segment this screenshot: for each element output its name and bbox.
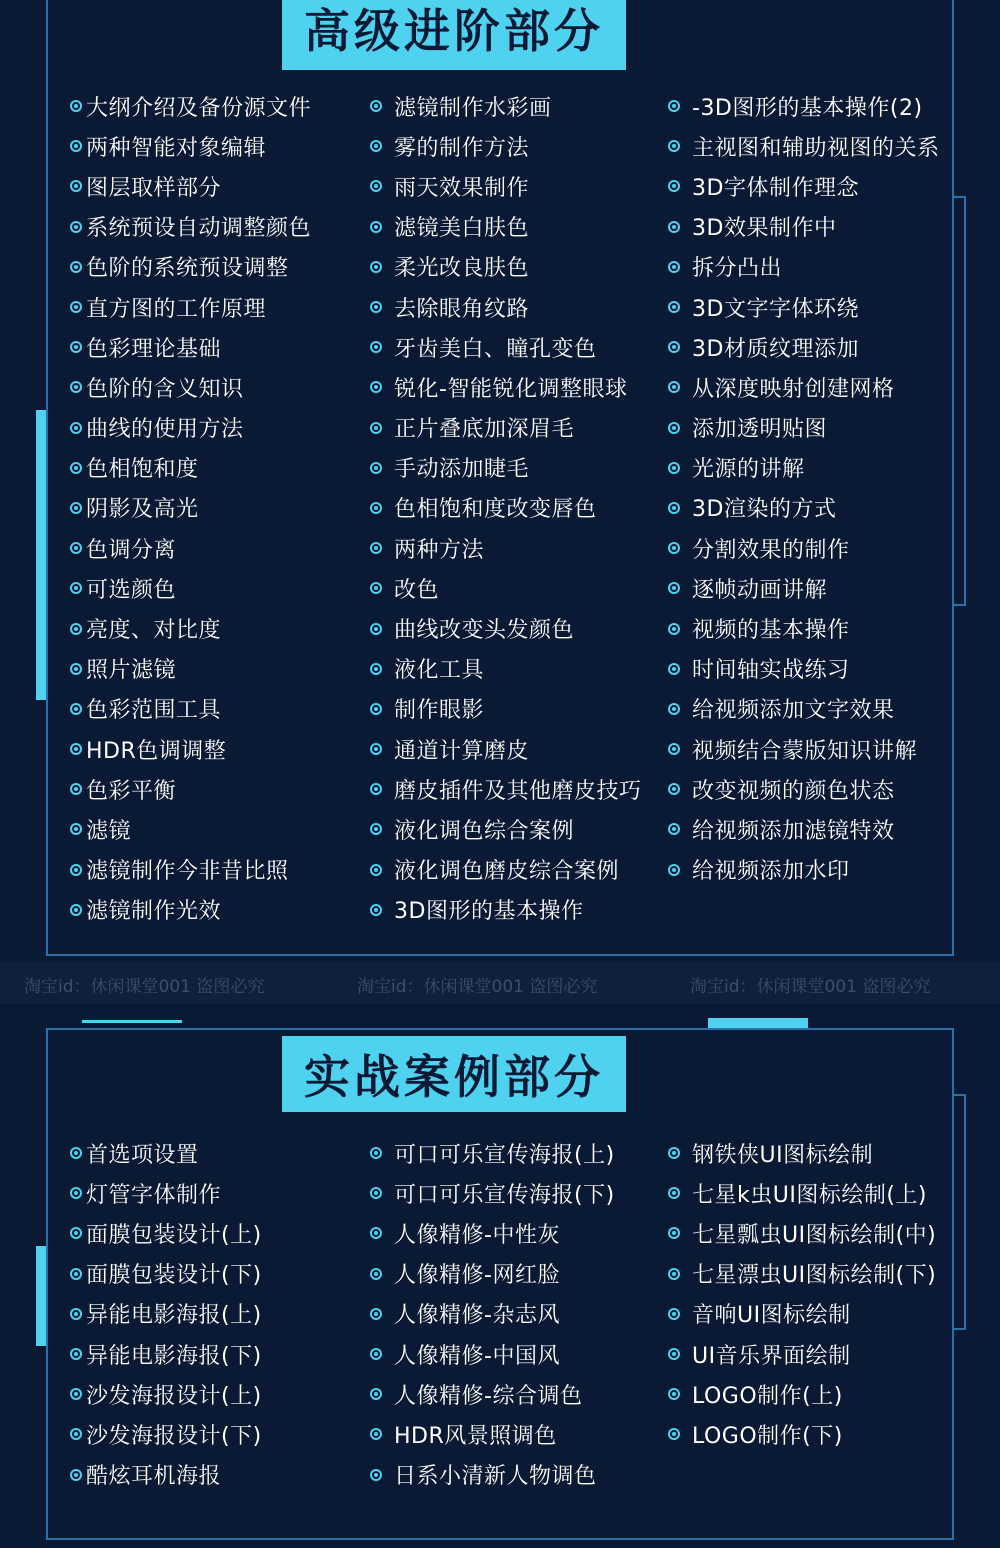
list-item-label: 直方图的工作原理 <box>86 296 267 322</box>
list-item-label: 色彩理论基础 <box>86 336 222 362</box>
list-item <box>370 1173 615 1213</box>
list-item <box>370 1133 615 1173</box>
circle-bullet-icon <box>70 743 82 755</box>
list-item-label: 色相饱和度改变唇色 <box>394 497 597 523</box>
list-item-label: 去除眼角纹路 <box>394 296 530 322</box>
list-item-label: 3D材质纹理添加 <box>692 336 859 362</box>
list-item <box>668 86 940 126</box>
circle-bullet-icon <box>668 703 680 715</box>
circle-bullet-icon <box>370 823 382 835</box>
list-item-label: 图层取样部分 <box>86 175 222 201</box>
list-item <box>70 568 311 608</box>
circle-bullet-icon <box>668 864 680 876</box>
list-item <box>370 1294 615 1334</box>
list-item <box>70 408 311 448</box>
circle-bullet-icon <box>668 823 680 835</box>
circle-bullet-icon <box>370 1469 382 1481</box>
list-item-label: 3D效果制作中 <box>692 216 837 242</box>
list-item-label: 可口可乐宣传海报(上) <box>394 1142 615 1168</box>
list-item <box>370 1254 615 1294</box>
list-item-label: 阴影及高光 <box>86 497 199 523</box>
list-item-label: 滤镜 <box>86 818 132 844</box>
list-item <box>70 448 311 488</box>
circle-bullet-icon <box>668 1268 680 1280</box>
circle-bullet-icon <box>668 1308 680 1320</box>
circle-bullet-icon <box>370 703 382 715</box>
circle-bullet-icon <box>668 462 680 474</box>
list-item <box>668 207 940 247</box>
list-item <box>70 126 311 166</box>
list-item <box>668 729 940 769</box>
list-item-label: 雾的制作方法 <box>394 135 530 161</box>
list-item <box>70 1414 262 1454</box>
list-item <box>70 809 311 849</box>
circle-bullet-icon <box>668 381 680 393</box>
left-accent-bar <box>36 1246 46 1346</box>
list-item-label: 面膜包装设计(上) <box>86 1222 262 1248</box>
list-item <box>668 568 940 608</box>
list-item <box>668 1254 936 1294</box>
circle-bullet-icon <box>70 1268 82 1280</box>
list-item-label: 制作眼影 <box>394 698 485 724</box>
list-item-label: 主视图和辅助视图的关系 <box>692 135 940 161</box>
list-item <box>370 769 642 809</box>
circle-bullet-icon <box>70 422 82 434</box>
circle-bullet-icon <box>668 1428 680 1440</box>
circle-bullet-icon <box>370 221 382 233</box>
list-item <box>668 649 940 689</box>
list-item <box>668 608 940 648</box>
list-item <box>668 247 940 287</box>
circle-bullet-icon <box>370 1187 382 1199</box>
list-item-label: 七星k虫UI图标绘制(上) <box>692 1182 927 1208</box>
list-item-label: LOGO制作(下) <box>692 1423 843 1449</box>
top-decoration-tab <box>708 1018 808 1028</box>
list-item-label: 两种智能对象编辑 <box>86 135 267 161</box>
circle-bullet-icon <box>370 663 382 675</box>
list-item-label: 钢铁侠UI图标绘制 <box>692 1142 874 1168</box>
list-item-label: 七星漂虫UI图标绘制(下) <box>692 1263 937 1289</box>
list-item <box>668 809 940 849</box>
circle-bullet-icon <box>370 1268 382 1280</box>
list-item <box>668 850 940 890</box>
list-item <box>668 769 940 809</box>
list-item-label: 色阶的系统预设调整 <box>86 256 289 282</box>
circle-bullet-icon <box>370 422 382 434</box>
list-item-label: 给视频添加滤镜特效 <box>692 818 895 844</box>
list-item-label: 给视频添加水印 <box>692 859 850 885</box>
circle-bullet-icon <box>668 1227 680 1239</box>
circle-bullet-icon <box>668 1348 680 1360</box>
circle-bullet-icon <box>668 743 680 755</box>
list-item-label: 给视频添加文字效果 <box>692 698 895 724</box>
circle-bullet-icon <box>70 823 82 835</box>
circle-bullet-icon <box>70 542 82 554</box>
list-item <box>370 850 642 890</box>
list-item <box>370 1455 615 1495</box>
circle-bullet-icon <box>70 783 82 795</box>
list-item-label: 滤镜制作光效 <box>86 899 222 925</box>
list-item-label: -3D图形的基本操作(2) <box>692 95 923 121</box>
circle-bullet-icon <box>70 663 82 675</box>
list-item-label: 3D字体制作理念 <box>692 175 859 201</box>
list-item <box>668 126 940 166</box>
list-item-label: 人像精修-杂志风 <box>394 1303 560 1329</box>
list-item-label: 照片滤镜 <box>86 658 177 684</box>
circle-bullet-icon <box>370 301 382 313</box>
list-item <box>370 528 642 568</box>
list-item <box>70 327 311 367</box>
list-item <box>668 689 940 729</box>
list-item <box>70 1334 262 1374</box>
list-item-label: 液化调色磨皮综合案例 <box>394 859 620 885</box>
circle-bullet-icon <box>70 1348 82 1360</box>
circle-bullet-icon <box>70 1308 82 1320</box>
circle-bullet-icon <box>668 100 680 112</box>
circle-bullet-icon <box>668 1388 680 1400</box>
list-item-label: 添加透明贴图 <box>692 417 828 443</box>
list-item-label: 两种方法 <box>394 537 485 563</box>
circle-bullet-icon <box>370 261 382 273</box>
list-item <box>70 367 311 407</box>
circle-bullet-icon <box>668 663 680 675</box>
list-item-label: 色阶的含义知识 <box>86 376 244 402</box>
list-item-label: 色彩范围工具 <box>86 698 222 724</box>
list-item-label: 锐化-智能锐化调整眼球 <box>394 376 628 402</box>
circle-bullet-icon <box>70 582 82 594</box>
circle-bullet-icon <box>668 301 680 313</box>
list-item-label: 手动添加睫毛 <box>394 457 530 483</box>
circle-bullet-icon <box>70 1469 82 1481</box>
top-decoration-line <box>82 1020 182 1023</box>
circle-bullet-icon <box>70 301 82 313</box>
circle-bullet-icon <box>668 1147 680 1159</box>
list-item <box>70 488 311 528</box>
list-item <box>370 689 642 729</box>
list-item <box>70 247 311 287</box>
list-item-label: 正片叠底加深眉毛 <box>394 417 575 443</box>
list-item-label: 通道计算磨皮 <box>394 738 530 764</box>
list-item <box>370 448 642 488</box>
list-item-label: 视频结合蒙版知识讲解 <box>692 738 918 764</box>
list-item <box>370 1374 615 1414</box>
advanced-column-3 <box>668 86 940 890</box>
list-item <box>370 207 642 247</box>
list-item <box>70 1455 262 1495</box>
circle-bullet-icon <box>70 1147 82 1159</box>
list-item <box>370 1414 615 1454</box>
circle-bullet-icon <box>668 422 680 434</box>
circle-bullet-icon <box>668 783 680 795</box>
list-item-label: 音响UI图标绘制 <box>692 1303 851 1329</box>
circle-bullet-icon <box>370 140 382 152</box>
list-item-label: 面膜包装设计(下) <box>86 1263 262 1289</box>
circle-bullet-icon <box>370 1428 382 1440</box>
list-item-label: 沙发海报设计(下) <box>86 1423 262 1449</box>
list-item <box>668 327 940 367</box>
circle-bullet-icon <box>668 623 680 635</box>
list-item-label: 日系小清新人物调色 <box>394 1464 597 1490</box>
list-item <box>70 86 311 126</box>
list-item-label: LOGO制作(上) <box>692 1383 843 1409</box>
list-item-label: 曲线的使用方法 <box>86 417 244 443</box>
list-item <box>668 1173 936 1213</box>
list-item <box>370 488 642 528</box>
list-item-label: 人像精修-中性灰 <box>394 1222 560 1248</box>
list-item-label: 酷炫耳机海报 <box>86 1464 222 1490</box>
circle-bullet-icon <box>668 502 680 514</box>
circle-bullet-icon <box>668 140 680 152</box>
list-item-label: 滤镜制作今非昔比照 <box>86 859 289 885</box>
list-item-label: 3D图形的基本操作 <box>394 899 584 925</box>
circle-bullet-icon <box>370 1308 382 1320</box>
circle-bullet-icon <box>70 462 82 474</box>
circle-bullet-icon <box>668 341 680 353</box>
list-item-label: 沙发海报设计(上) <box>86 1383 262 1409</box>
list-item <box>668 367 940 407</box>
circle-bullet-icon <box>370 100 382 112</box>
circle-bullet-icon <box>370 180 382 192</box>
list-item <box>370 367 642 407</box>
list-item-label: 可口可乐宣传海报(下) <box>394 1182 615 1208</box>
circle-bullet-icon <box>70 221 82 233</box>
practical-column-3 <box>668 1133 936 1455</box>
list-item <box>370 247 642 287</box>
advanced-column-1 <box>70 86 311 930</box>
list-item <box>370 1213 615 1253</box>
advanced-column-2 <box>370 86 642 930</box>
list-item <box>370 1334 615 1374</box>
list-item-label: 首选项设置 <box>86 1142 199 1168</box>
list-item-label: 人像精修-网红脸 <box>394 1263 560 1289</box>
right-bracket-decoration <box>954 1094 966 1330</box>
circle-bullet-icon <box>70 341 82 353</box>
list-item-label: 大纲介绍及备份源文件 <box>86 95 312 121</box>
circle-bullet-icon <box>370 1227 382 1239</box>
list-item-label: 七星瓢虫UI图标绘制(中) <box>692 1222 937 1248</box>
list-item-label: 分割效果的制作 <box>692 537 850 563</box>
list-item <box>370 649 642 689</box>
practical-column-1 <box>70 1133 262 1495</box>
circle-bullet-icon <box>70 381 82 393</box>
list-item <box>668 166 940 206</box>
circle-bullet-icon <box>370 502 382 514</box>
circle-bullet-icon <box>668 180 680 192</box>
list-item <box>370 568 642 608</box>
list-item-label: HDR色调调整 <box>86 738 227 764</box>
list-item <box>70 890 311 930</box>
list-item-label: 异能电影海报(下) <box>86 1343 262 1369</box>
list-item-label: 液化工具 <box>394 658 485 684</box>
list-item-label: 亮度、对比度 <box>86 618 222 644</box>
list-item <box>370 890 642 930</box>
list-item <box>668 408 940 448</box>
list-item-label: 从深度映射创建网格 <box>692 376 895 402</box>
list-item-label: 时间轴实战练习 <box>692 658 850 684</box>
circle-bullet-icon <box>70 502 82 514</box>
list-item <box>370 86 642 126</box>
list-item-label: HDR风景照调色 <box>394 1423 557 1449</box>
list-item-label: 系统预设自动调整颜色 <box>86 216 312 242</box>
circle-bullet-icon <box>668 261 680 273</box>
advanced-section-title: 高级进阶部分 <box>282 0 626 70</box>
list-item-label: 3D渲染的方式 <box>692 497 837 523</box>
circle-bullet-icon <box>370 783 382 795</box>
circle-bullet-icon <box>370 623 382 635</box>
list-item <box>70 287 311 327</box>
list-item <box>370 408 642 448</box>
list-item <box>70 850 311 890</box>
list-item <box>70 1133 262 1173</box>
circle-bullet-icon <box>70 703 82 715</box>
list-item-label: 柔光改良肤色 <box>394 256 530 282</box>
practical-section-title: 实战案例部分 <box>282 1036 626 1112</box>
left-accent-bar <box>36 410 46 700</box>
list-item-label: 人像精修-中国风 <box>394 1343 560 1369</box>
list-item <box>668 448 940 488</box>
list-item <box>70 769 311 809</box>
watermark-text: 淘宝id：休闲课堂001 盗图必究 <box>357 977 598 997</box>
list-item <box>370 166 642 206</box>
list-item <box>70 729 311 769</box>
list-item-label: 色调分离 <box>86 537 177 563</box>
circle-bullet-icon <box>70 904 82 916</box>
list-item-label: 逐帧动画讲解 <box>692 577 828 603</box>
list-item <box>70 1213 262 1253</box>
circle-bullet-icon <box>370 1147 382 1159</box>
circle-bullet-icon <box>668 582 680 594</box>
circle-bullet-icon <box>668 221 680 233</box>
circle-bullet-icon <box>370 1348 382 1360</box>
circle-bullet-icon <box>370 1388 382 1400</box>
list-item <box>70 689 311 729</box>
circle-bullet-icon <box>370 743 382 755</box>
list-item-label: UI音乐界面绘制 <box>692 1343 851 1369</box>
list-item <box>70 649 311 689</box>
list-item-label: 滤镜制作水彩画 <box>394 95 552 121</box>
circle-bullet-icon <box>668 542 680 554</box>
list-item-label: 可选颜色 <box>86 577 177 603</box>
list-item-label: 3D文字字体环绕 <box>692 296 859 322</box>
list-item <box>70 1254 262 1294</box>
circle-bullet-icon <box>668 1187 680 1199</box>
list-item <box>370 287 642 327</box>
circle-bullet-icon <box>370 542 382 554</box>
circle-bullet-icon <box>370 381 382 393</box>
list-item <box>370 729 642 769</box>
list-item <box>668 1334 936 1374</box>
circle-bullet-icon <box>370 462 382 474</box>
circle-bullet-icon <box>70 864 82 876</box>
list-item <box>70 166 311 206</box>
list-item <box>70 1173 262 1213</box>
list-item <box>668 1414 936 1454</box>
list-item <box>70 1294 262 1334</box>
list-item <box>70 207 311 247</box>
circle-bullet-icon <box>70 1428 82 1440</box>
list-item <box>668 1213 936 1253</box>
list-item-label: 人像精修-综合调色 <box>394 1383 583 1409</box>
practical-column-2 <box>370 1133 615 1495</box>
list-item-label: 色相饱和度 <box>86 457 199 483</box>
list-item-label: 液化调色综合案例 <box>394 818 575 844</box>
circle-bullet-icon <box>70 1388 82 1400</box>
list-item <box>668 287 940 327</box>
list-item <box>370 608 642 648</box>
list-item <box>668 1133 936 1173</box>
list-item <box>668 528 940 568</box>
watermark-text: 淘宝id：休闲课堂001 盗图必究 <box>24 977 265 997</box>
list-item-label: 磨皮插件及其他磨皮技巧 <box>394 778 642 804</box>
watermark-text: 淘宝id：休闲课堂001 盗图必究 <box>690 977 931 997</box>
circle-bullet-icon <box>370 864 382 876</box>
list-item <box>668 488 940 528</box>
circle-bullet-icon <box>70 180 82 192</box>
list-item-label: 拆分凸出 <box>692 256 783 282</box>
circle-bullet-icon <box>70 1227 82 1239</box>
list-item-label: 雨天效果制作 <box>394 175 530 201</box>
list-item-label: 视频的基本操作 <box>692 618 850 644</box>
list-item <box>70 528 311 568</box>
circle-bullet-icon <box>370 582 382 594</box>
circle-bullet-icon <box>70 623 82 635</box>
circle-bullet-icon <box>70 261 82 273</box>
list-item-label: 滤镜美白肤色 <box>394 216 530 242</box>
list-item <box>70 1374 262 1414</box>
list-item-label: 光源的讲解 <box>692 457 805 483</box>
circle-bullet-icon <box>370 341 382 353</box>
list-item <box>370 809 642 849</box>
circle-bullet-icon <box>70 1187 82 1199</box>
list-item <box>370 327 642 367</box>
list-item <box>370 126 642 166</box>
list-item-label: 曲线改变头发颜色 <box>394 618 575 644</box>
right-bracket-decoration <box>954 196 966 606</box>
list-item-label: 改变视频的颜色状态 <box>692 778 895 804</box>
list-item-label: 改色 <box>394 577 440 603</box>
list-item <box>70 608 311 648</box>
circle-bullet-icon <box>70 140 82 152</box>
list-item <box>668 1374 936 1414</box>
circle-bullet-icon <box>370 904 382 916</box>
list-item <box>668 1294 936 1334</box>
list-item-label: 异能电影海报(上) <box>86 1303 262 1329</box>
circle-bullet-icon <box>70 100 82 112</box>
list-item-label: 灯管字体制作 <box>86 1182 222 1208</box>
list-item-label: 色彩平衡 <box>86 778 177 804</box>
list-item-label: 牙齿美白、瞳孔变色 <box>394 336 597 362</box>
